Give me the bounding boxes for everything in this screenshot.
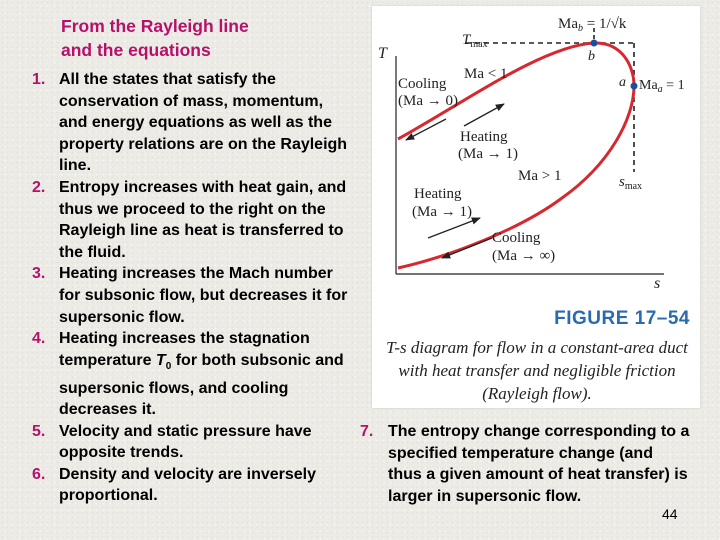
- cooling-arrow-bottom: [442, 238, 492, 258]
- point-a-marker: [631, 83, 638, 90]
- cooling-label-top-sub: (Ma → 0): [398, 93, 458, 109]
- point-text: All the states that satisfy the conservation of mass, momentum, and energy equations as well as the property relations are on the Rayleigh line.: [59, 71, 348, 175]
- symbol-var: T: [155, 351, 166, 369]
- point-text-pre: Heating increases the stagnation temperature: [59, 330, 310, 369]
- point-number: 5.: [32, 422, 46, 440]
- ma-a-label: $Ma_a = 1$: [639, 78, 685, 95]
- rayleigh-ts-figure: [372, 6, 700, 408]
- point-item: [0, 69, 352, 177]
- point-text: Density and velocity are inversely proportional.: [59, 465, 317, 505]
- page-number: 44: [662, 506, 678, 522]
- ma-less-than-1-label: Ma < 1: [464, 66, 508, 82]
- heating-label-bottom: Heating: [414, 186, 462, 202]
- point-number: 2.: [32, 178, 46, 196]
- ts-diagram: [372, 6, 700, 306]
- symbol-sub: 0: [165, 360, 172, 372]
- point-text: Velocity and static pressure have opposite trends.: [59, 422, 312, 462]
- cooling-label-bottom-sub: (Ma → ∞): [492, 248, 556, 264]
- point-b-marker: [591, 40, 598, 47]
- point-item: [0, 328, 352, 421]
- figure-number: FIGURE 17–54: [554, 308, 690, 329]
- figure-caption: T-s diagram for flow in a constant-area duct with heat transfer and negligible friction (Rayleigh flow).: [386, 338, 688, 403]
- heating-label-top-sub: (Ma → 1): [458, 146, 518, 162]
- point-item: [0, 421, 352, 464]
- title-line-1: From the Rayleigh line: [61, 16, 249, 36]
- point-number: 4.: [32, 330, 46, 348]
- point-item: [0, 464, 352, 507]
- point-text: Entropy increases with heat gain, and thus we proceed to the right on the Rayleigh line as heat is transferred to the fluid.: [59, 178, 347, 261]
- stagnation-temperature-symbol: [155, 351, 172, 372]
- ma-greater-than-1-label: Ma > 1: [518, 168, 562, 184]
- cooling-label-bottom: Cooling: [492, 230, 541, 246]
- point-number: 7.: [360, 423, 374, 440]
- tmax-label: $T_{max}$: [462, 32, 488, 50]
- point-text: The entropy change corresponding to a specified temperature change (and thus a given amount of heat transfer) is larger in supersonic flow.: [388, 423, 690, 505]
- s-axis-label: s: [654, 275, 661, 292]
- heating-label-top: Heating: [460, 129, 508, 145]
- points-list: [0, 69, 352, 507]
- point-item: [0, 177, 352, 263]
- title-line-2: and the equations: [61, 40, 211, 60]
- ma-b-label: $Ma_b = 1/√k$: [558, 16, 627, 34]
- heating-label-bottom-sub: (Ma → 1): [412, 204, 472, 220]
- point-text-post: for both subsonic and supersonic flows, and cooling decreases it.: [59, 351, 344, 419]
- smax-label: $s_{max}$: [619, 174, 643, 192]
- point-a-label: a: [619, 75, 626, 90]
- point-text: Heating increases the Mach number for subsonic flow, but decreases it for supersonic flow.: [59, 265, 348, 326]
- t-axis-label: T: [378, 45, 387, 62]
- point-item: [0, 263, 352, 328]
- cooling-label-top: Cooling: [398, 76, 447, 92]
- point-item-7: [360, 421, 690, 507]
- slide-title: [61, 14, 361, 62]
- point-b-label: b: [588, 49, 595, 64]
- heating-arrow-top: [464, 104, 504, 126]
- point-number: 6.: [32, 465, 46, 483]
- heating-arrow-bottom: [428, 218, 480, 238]
- point-number: 3.: [32, 265, 46, 283]
- point-number: 1.: [32, 71, 46, 88]
